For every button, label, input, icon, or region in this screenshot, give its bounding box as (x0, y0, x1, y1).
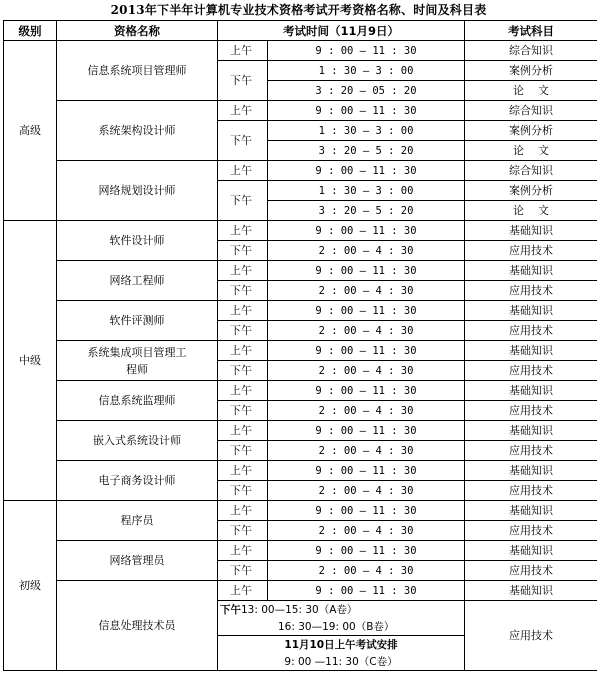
table-row (4, 221, 597, 241)
time-cell: 2 : 00 — 4 : 30 (268, 481, 465, 501)
subject-cell: 应用技术 (465, 481, 597, 501)
period-cell: 上午 (218, 101, 268, 121)
time-cell: 9 : 00 — 11 : 30 (268, 301, 465, 321)
period-cell: 上午 (218, 501, 268, 521)
period-cell: 下午 (218, 401, 268, 421)
period-cell: 上午 (218, 381, 268, 401)
table-row (4, 161, 597, 181)
subject-cell: 综合知识 (465, 101, 597, 121)
period-cell: 上午 (218, 161, 268, 181)
subject-cell: 应用技术 (465, 561, 597, 581)
nov10-time: 9: 00 —11: 30（C卷） (218, 653, 465, 671)
period-cell: 上午 (218, 581, 268, 601)
time-cell: 9 : 00 — 11 : 30 (268, 381, 465, 401)
table-row (4, 341, 597, 361)
subject-cell: 案例分析 (465, 61, 597, 81)
header-level: 级别 (4, 21, 57, 41)
qualification-name: 软件评测师 (57, 301, 218, 341)
subject-cell: 案例分析 (465, 181, 597, 201)
qualification-name: 系统集成项目管理工程师 (57, 341, 218, 381)
period-cell: 下午 (218, 521, 268, 541)
subject-cell: 基础知识 (465, 381, 597, 401)
period-cell: 下午 (218, 441, 268, 461)
subject-cell: 基础知识 (465, 461, 597, 481)
subject-cell: 基础知识 (465, 421, 597, 441)
level-cell: 中级 (4, 221, 57, 501)
time-cell: 1 : 30 — 3 : 00 (268, 181, 465, 201)
qualification-name: 网络管理员 (57, 541, 218, 581)
period-cell: 下午 (218, 481, 268, 501)
table-row (4, 541, 597, 561)
time-cell: 1 : 30 — 3 : 00 (268, 61, 465, 81)
table-row (4, 421, 597, 441)
qualification-name: 程序员 (57, 501, 218, 541)
qualification-name: 电子商务设计师 (57, 461, 218, 501)
qualification-name: 嵌入式系统设计师 (57, 421, 218, 461)
subject-cell: 案例分析 (465, 121, 597, 141)
subject-cell: 应用技术 (465, 321, 597, 341)
level-cell: 初级 (4, 501, 57, 671)
subject-cell: 应用技术 (465, 281, 597, 301)
table-row (4, 581, 597, 601)
period-cell: 上午 (218, 461, 268, 481)
table-row (4, 501, 597, 521)
subject-cell: 应用技术 (465, 401, 597, 421)
header-time: 考试时间（11月9日） (218, 21, 465, 41)
level-cell: 高级 (4, 41, 57, 221)
time-cell: 2 : 00 — 4 : 30 (268, 561, 465, 581)
subject-cell: 论 文 (465, 141, 597, 161)
subject-cell: 综合知识 (465, 41, 597, 61)
special-pm-a-cell (218, 601, 465, 619)
period-cell: 下午 (218, 281, 268, 301)
table-row (4, 381, 597, 401)
time-cell: 2 : 00 — 4 : 30 (268, 281, 465, 301)
header-subject: 考试科目 (465, 21, 597, 41)
time-cell: 2 : 00 — 4 : 30 (268, 521, 465, 541)
time-cell: 3 : 20 — 5 : 20 (268, 201, 465, 221)
qualification-name: 信息系统监理师 (57, 381, 218, 421)
special-pm-label: 下午 (220, 603, 241, 616)
qualification-name: 信息处理技术员 (57, 581, 218, 671)
period-cell: 下午 (218, 241, 268, 261)
period-cell: 上午 (218, 261, 268, 281)
period-cell: 上午 (218, 301, 268, 321)
qualification-name: 信息系统项目管理师 (57, 41, 218, 101)
subject-cell: 应用技术 (465, 241, 597, 261)
subject-cell: 论 文 (465, 201, 597, 221)
special-pm-b: 16: 30—19: 00（B卷） (218, 618, 465, 636)
exam-schedule-table (3, 20, 597, 671)
time-cell: 9 : 00 — 11 : 30 (268, 341, 465, 361)
time-cell: 9 : 00 — 11 : 30 (268, 221, 465, 241)
time-cell: 2 : 00 — 4 : 30 (268, 441, 465, 461)
page-title: 2013年下半年计算机专业技术资格考试开考资格名称、时间及科目表 (110, 3, 487, 17)
special-pm-a: 13: 00—15: 30（A卷） (241, 603, 358, 616)
subject-cell: 基础知识 (465, 261, 597, 281)
period-cell: 下午 (218, 361, 268, 381)
subject-cell: 基础知识 (465, 541, 597, 561)
period-cell: 上午 (218, 341, 268, 361)
table-row (4, 261, 597, 281)
time-cell: 9 : 00 — 11 : 30 (268, 41, 465, 61)
period-cell: 上午 (218, 541, 268, 561)
time-cell: 9 : 00 — 11 : 30 (268, 581, 465, 601)
table-row (4, 461, 597, 481)
period-cell: 下午 (218, 121, 268, 161)
time-cell: 1 : 30 — 3 : 00 (268, 121, 465, 141)
time-cell: 9 : 00 — 11 : 30 (268, 461, 465, 481)
subject-cell: 基础知识 (465, 581, 597, 601)
time-cell: 3 : 20 — 5 : 20 (268, 141, 465, 161)
table-row (4, 41, 597, 61)
time-cell: 2 : 00 — 4 : 30 (268, 401, 465, 421)
subject-cell: 应用技术 (465, 361, 597, 381)
qualification-name: 系统架构设计师 (57, 101, 218, 161)
period-cell: 下午 (218, 321, 268, 341)
period-cell: 上午 (218, 221, 268, 241)
time-cell: 9 : 00 — 11 : 30 (268, 421, 465, 441)
subject-cell: 基础知识 (465, 501, 597, 521)
subject-cell: 基础知识 (465, 221, 597, 241)
period-cell: 上午 (218, 41, 268, 61)
qualification-name: 软件设计师 (57, 221, 218, 261)
period-cell: 下午 (218, 181, 268, 221)
period-cell: 下午 (218, 561, 268, 581)
subject-cell: 论 文 (465, 81, 597, 101)
subject-cell: 基础知识 (465, 301, 597, 321)
nov10-heading: 11月10日上午考试安排 (218, 636, 465, 654)
time-cell: 9 : 00 — 11 : 30 (268, 261, 465, 281)
time-cell: 3 : 20 — 05 : 20 (268, 81, 465, 101)
header-row (4, 21, 597, 41)
subject-cell: 应用技术 (465, 441, 597, 461)
table-row (4, 301, 597, 321)
time-cell: 9 : 00 — 11 : 30 (268, 101, 465, 121)
time-cell: 2 : 00 — 4 : 30 (268, 361, 465, 381)
qualification-name: 网络工程师 (57, 261, 218, 301)
qualification-name: 网络规划设计师 (57, 161, 218, 221)
subject-cell: 应用技术 (465, 521, 597, 541)
period-cell: 下午 (218, 61, 268, 101)
period-cell: 上午 (218, 421, 268, 441)
time-cell: 9 : 00 — 11 : 30 (268, 161, 465, 181)
time-cell: 9 : 00 — 11 : 30 (268, 541, 465, 561)
subject-cell: 基础知识 (465, 341, 597, 361)
time-cell: 9 : 00 — 11 : 30 (268, 501, 465, 521)
subject-cell: 综合知识 (465, 161, 597, 181)
subject-cell: 应用技术 (465, 601, 597, 671)
header-qualification: 资格名称 (57, 21, 218, 41)
time-cell: 2 : 00 — 4 : 30 (268, 321, 465, 341)
time-cell: 2 : 00 — 4 : 30 (268, 241, 465, 261)
table-row (4, 101, 597, 121)
